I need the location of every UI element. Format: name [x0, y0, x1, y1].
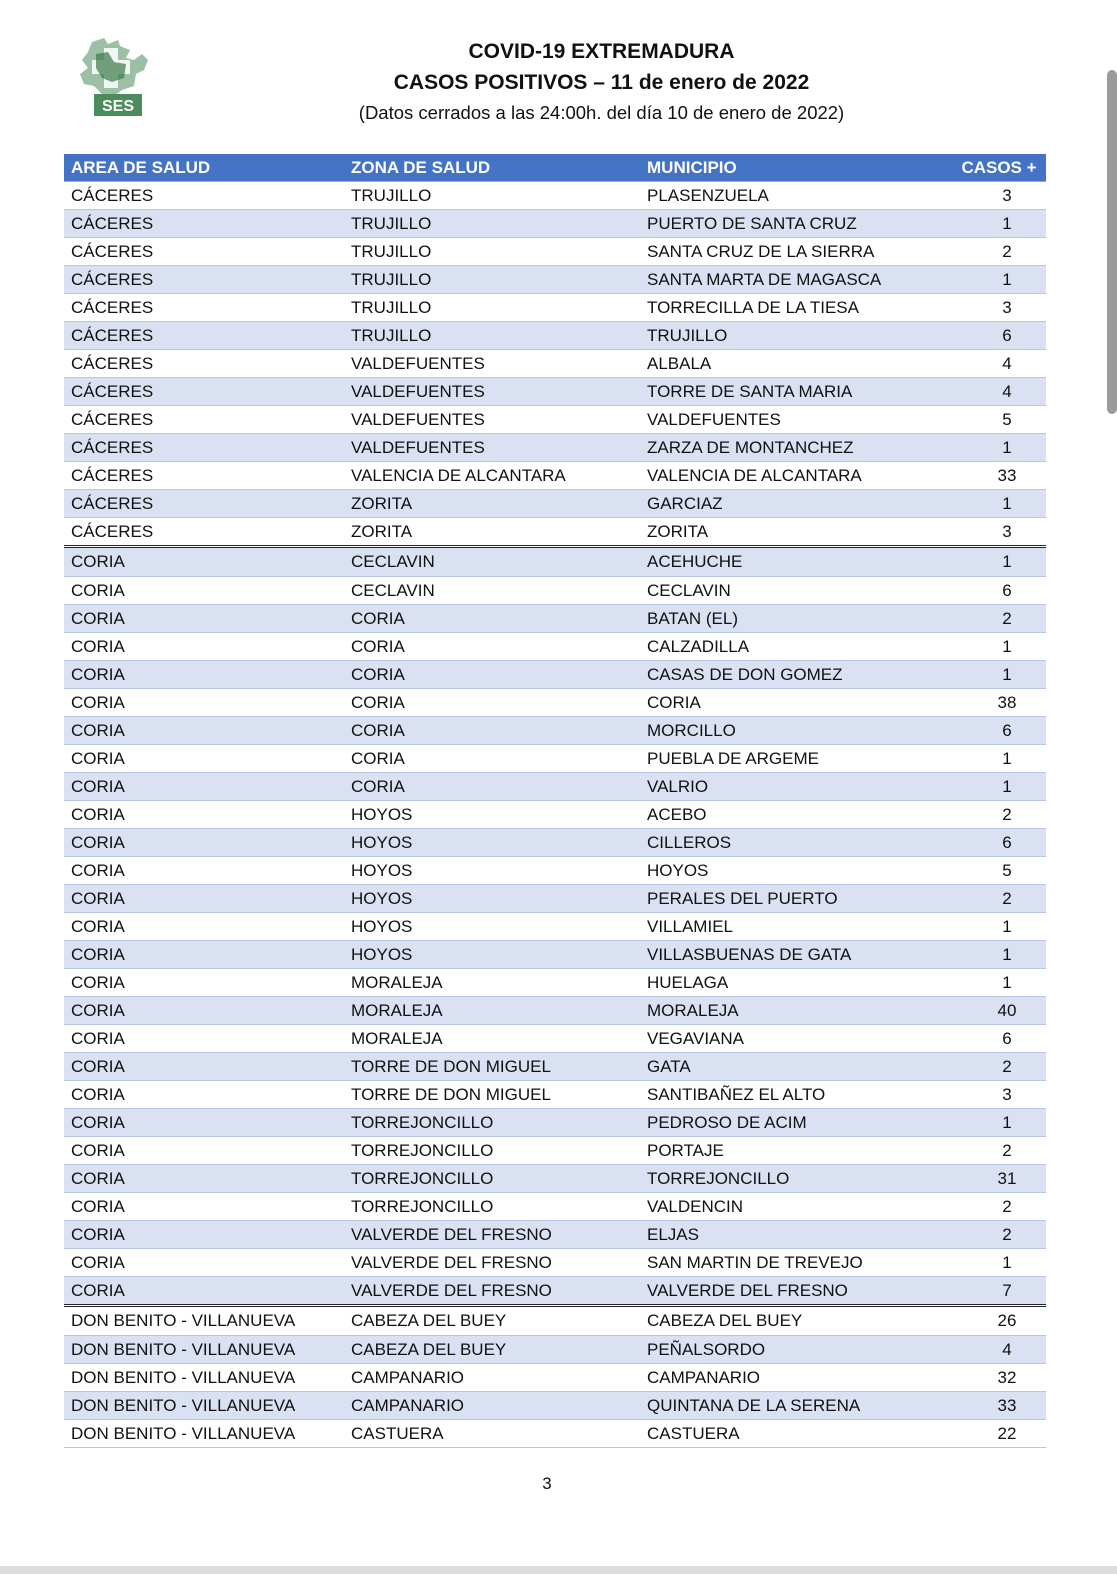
table-row [64, 1249, 1046, 1277]
cell-zona: CECLAVIN [344, 547, 640, 577]
cell-casos: 6 [952, 1025, 1046, 1053]
table-row [64, 434, 1046, 462]
cell-zona: VALDEFUENTES [344, 406, 640, 434]
table-row [64, 547, 1046, 577]
cell-municipio: ELJAS [640, 1221, 952, 1249]
cell-area: CORIA [64, 1025, 344, 1053]
cell-casos: 1 [952, 1109, 1046, 1137]
cell-casos: 1 [952, 547, 1046, 577]
cell-zona: CAMPANARIO [344, 1364, 640, 1392]
cell-zona: VALENCIA DE ALCANTARA [344, 462, 640, 490]
cell-zona: ZORITA [344, 490, 640, 518]
table-row [64, 801, 1046, 829]
table-row [64, 605, 1046, 633]
cell-area: CORIA [64, 773, 344, 801]
table-header-row [64, 154, 1046, 182]
cell-area: CÁCERES [64, 238, 344, 266]
cell-municipio: HUELAGA [640, 969, 952, 997]
cell-area: CÁCERES [64, 490, 344, 518]
table-row [64, 745, 1046, 773]
cell-area: CORIA [64, 1193, 344, 1221]
cell-zona: VALDEFUENTES [344, 434, 640, 462]
cell-casos: 6 [952, 717, 1046, 745]
cell-area: CÁCERES [64, 518, 344, 547]
cell-municipio: CALZADILLA [640, 633, 952, 661]
cell-casos: 5 [952, 406, 1046, 434]
cell-zona: CORIA [344, 745, 640, 773]
cell-area: CORIA [64, 577, 344, 605]
cell-municipio: CECLAVIN [640, 577, 952, 605]
cell-area: DON BENITO - VILLANUEVA [64, 1306, 344, 1336]
cell-municipio: PLASENZUELA [640, 182, 952, 210]
cell-casos: 1 [952, 969, 1046, 997]
cell-zona: VALVERDE DEL FRESNO [344, 1277, 640, 1306]
cell-casos: 3 [952, 1081, 1046, 1109]
cell-municipio: CILLEROS [640, 829, 952, 857]
cell-municipio: PEÑALSORDO [640, 1336, 952, 1364]
cell-casos: 1 [952, 745, 1046, 773]
table-row [64, 1392, 1046, 1420]
cell-zona: HOYOS [344, 885, 640, 913]
cell-area: CORIA [64, 801, 344, 829]
column-header-zona: ZONA DE SALUD [344, 154, 640, 182]
cell-municipio: CASTUERA [640, 1420, 952, 1448]
cell-municipio: ZORITA [640, 518, 952, 547]
table-row [64, 266, 1046, 294]
cell-municipio: CAMPANARIO [640, 1364, 952, 1392]
cell-municipio: CASAS DE DON GOMEZ [640, 661, 952, 689]
cell-municipio: VILLAMIEL [640, 913, 952, 941]
cases-table-container [64, 154, 1046, 1448]
cell-casos: 2 [952, 1053, 1046, 1081]
cell-zona: TRUJILLO [344, 182, 640, 210]
cell-municipio: PEDROSO DE ACIM [640, 1109, 952, 1137]
cell-municipio: VEGAVIANA [640, 1025, 952, 1053]
cell-casos: 2 [952, 1221, 1046, 1249]
cell-zona: TRUJILLO [344, 210, 640, 238]
cell-zona: MORALEJA [344, 969, 640, 997]
cell-municipio: PORTAJE [640, 1137, 952, 1165]
cell-casos: 2 [952, 885, 1046, 913]
table-body [64, 182, 1046, 1448]
cell-municipio: ACEHUCHE [640, 547, 952, 577]
cell-zona: CORIA [344, 661, 640, 689]
cell-municipio: MORALEJA [640, 997, 952, 1025]
cell-zona: ZORITA [344, 518, 640, 547]
cell-casos: 2 [952, 1193, 1046, 1221]
cell-area: CORIA [64, 689, 344, 717]
cell-casos: 1 [952, 1249, 1046, 1277]
table-row [64, 378, 1046, 406]
cell-zona: TORRE DE DON MIGUEL [344, 1053, 640, 1081]
cell-casos: 1 [952, 661, 1046, 689]
cell-casos: 1 [952, 490, 1046, 518]
bottom-edge [0, 1566, 1117, 1574]
cell-municipio: GATA [640, 1053, 952, 1081]
table-row [64, 577, 1046, 605]
cell-casos: 3 [952, 518, 1046, 547]
table-row [64, 997, 1046, 1025]
table-row [64, 1306, 1046, 1336]
table-row [64, 1165, 1046, 1193]
cell-zona: HOYOS [344, 913, 640, 941]
table-row [64, 773, 1046, 801]
table-row [64, 885, 1046, 913]
cell-casos: 1 [952, 434, 1046, 462]
document-subtitle-title: CASOS POSITIVOS – 11 de enero de 2022 [393, 71, 810, 94]
cell-area: CORIA [64, 661, 344, 689]
cell-municipio: SANTIBAÑEZ EL ALTO [640, 1081, 952, 1109]
cell-zona: VALDEFUENTES [344, 378, 640, 406]
cell-area: CORIA [64, 857, 344, 885]
cell-area: DON BENITO - VILLANUEVA [64, 1364, 344, 1392]
cell-municipio: CABEZA DEL BUEY [640, 1306, 952, 1336]
cell-municipio: TORRE DE SANTA MARIA [640, 378, 952, 406]
cell-municipio: CORIA [640, 689, 952, 717]
cell-casos: 31 [952, 1165, 1046, 1193]
cell-casos: 33 [952, 1392, 1046, 1420]
cell-area: CORIA [64, 1165, 344, 1193]
cell-municipio: VALDEFUENTES [640, 406, 952, 434]
cell-casos: 2 [952, 238, 1046, 266]
cell-area: CÁCERES [64, 350, 344, 378]
cell-area: CÁCERES [64, 406, 344, 434]
cell-zona: MORALEJA [344, 997, 640, 1025]
table-row [64, 322, 1046, 350]
cell-municipio: HOYOS [640, 857, 952, 885]
cell-area: CÁCERES [64, 210, 344, 238]
table-row [64, 1420, 1046, 1448]
cell-zona: CABEZA DEL BUEY [344, 1306, 640, 1336]
table-row [64, 717, 1046, 745]
cell-area: CÁCERES [64, 266, 344, 294]
cell-casos: 1 [952, 633, 1046, 661]
column-header-area: AREA DE SALUD [64, 154, 344, 182]
cell-casos: 4 [952, 378, 1046, 406]
table-row [64, 857, 1046, 885]
cell-municipio: TRUJILLO [640, 322, 952, 350]
table-row [64, 210, 1046, 238]
cell-municipio: BATAN (EL) [640, 605, 952, 633]
cell-zona: TORREJONCILLO [344, 1165, 640, 1193]
cell-casos: 1 [952, 913, 1046, 941]
cell-area: CORIA [64, 1081, 344, 1109]
cell-casos: 22 [952, 1420, 1046, 1448]
cell-zona: CORIA [344, 689, 640, 717]
cell-municipio: VALENCIA DE ALCANTARA [640, 462, 952, 490]
cell-casos: 2 [952, 801, 1046, 829]
cell-municipio: VILLASBUENAS DE GATA [640, 941, 952, 969]
cell-zona: TORREJONCILLO [344, 1137, 640, 1165]
table-row [64, 661, 1046, 689]
cell-area: CORIA [64, 1109, 344, 1137]
cell-area: CORIA [64, 1053, 344, 1081]
document-title: COVID-19 EXTREMADURA [468, 40, 735, 63]
table-row [64, 969, 1046, 997]
cell-municipio: SANTA MARTA DE MAGASCA [640, 266, 952, 294]
cell-zona: MORALEJA [344, 1025, 640, 1053]
table-row [64, 941, 1046, 969]
cell-zona: CASTUERA [344, 1420, 640, 1448]
cell-municipio: SANTA CRUZ DE LA SIERRA [640, 238, 952, 266]
cell-casos: 4 [952, 1336, 1046, 1364]
cell-area: CORIA [64, 913, 344, 941]
cell-municipio: TORRECILLA DE LA TIESA [640, 294, 952, 322]
cell-area: CORIA [64, 829, 344, 857]
table-row [64, 1025, 1046, 1053]
cell-casos: 32 [952, 1364, 1046, 1392]
cell-municipio: PUEBLA DE ARGEME [640, 745, 952, 773]
cell-area: CORIA [64, 1137, 344, 1165]
cell-zona: HOYOS [344, 857, 640, 885]
cell-casos: 3 [952, 294, 1046, 322]
cell-area: CORIA [64, 941, 344, 969]
cell-casos: 6 [952, 829, 1046, 857]
table-row [64, 462, 1046, 490]
cell-municipio: VALVERDE DEL FRESNO [640, 1277, 952, 1306]
cell-casos: 38 [952, 689, 1046, 717]
cell-area: CORIA [64, 745, 344, 773]
cell-casos: 7 [952, 1277, 1046, 1306]
table-row [64, 1277, 1046, 1306]
cell-zona: TRUJILLO [344, 294, 640, 322]
cell-municipio: SAN MARTIN DE TREVEJO [640, 1249, 952, 1277]
cell-municipio: VALRIO [640, 773, 952, 801]
cell-area: CORIA [64, 997, 344, 1025]
cell-casos: 6 [952, 322, 1046, 350]
table-row [64, 1221, 1046, 1249]
cell-area: CORIA [64, 969, 344, 997]
cell-zona: VALVERDE DEL FRESNO [344, 1249, 640, 1277]
cell-municipio: ZARZA DE MONTANCHEZ [640, 434, 952, 462]
cell-area: CÁCERES [64, 182, 344, 210]
cell-casos: 3 [952, 182, 1046, 210]
cell-zona: TRUJILLO [344, 322, 640, 350]
cell-municipio: PERALES DEL PUERTO [640, 885, 952, 913]
cell-area: CORIA [64, 633, 344, 661]
data-cutoff-note: (Datos cerrados a las 24:00h. del día 10 de enero de 2022) [358, 102, 845, 123]
table-row [64, 1109, 1046, 1137]
table-row [64, 1336, 1046, 1364]
table-row [64, 1081, 1046, 1109]
cell-municipio: GARCIAZ [640, 490, 952, 518]
table-row [64, 913, 1046, 941]
cell-zona: TRUJILLO [344, 266, 640, 294]
cell-zona: VALVERDE DEL FRESNO [344, 1221, 640, 1249]
table-row [64, 490, 1046, 518]
table-row [64, 1364, 1046, 1392]
cell-casos: 1 [952, 210, 1046, 238]
cell-zona: CORIA [344, 717, 640, 745]
cell-area: DON BENITO - VILLANUEVA [64, 1336, 344, 1364]
cell-municipio: ALBALA [640, 350, 952, 378]
cell-casos: 40 [952, 997, 1046, 1025]
cell-area: CÁCERES [64, 294, 344, 322]
cell-area: CORIA [64, 885, 344, 913]
page-number: 3 [542, 1474, 552, 1493]
cell-area: CORIA [64, 1249, 344, 1277]
cell-casos: 2 [952, 1137, 1046, 1165]
cell-area: CÁCERES [64, 378, 344, 406]
cell-area: DON BENITO - VILLANUEVA [64, 1420, 344, 1448]
cell-zona: CECLAVIN [344, 577, 640, 605]
cell-area: CORIA [64, 717, 344, 745]
vertical-scrollbar[interactable] [1107, 70, 1117, 414]
cell-casos: 1 [952, 773, 1046, 801]
cell-casos: 33 [952, 462, 1046, 490]
table-row [64, 294, 1046, 322]
cell-municipio: PUERTO DE SANTA CRUZ [640, 210, 952, 238]
cell-casos: 4 [952, 350, 1046, 378]
cell-zona: CAMPANARIO [344, 1392, 640, 1420]
cell-area: CÁCERES [64, 434, 344, 462]
cell-municipio: QUINTANA DE LA SERENA [640, 1392, 952, 1420]
table-row [64, 406, 1046, 434]
cell-area: CORIA [64, 1221, 344, 1249]
cell-municipio: MORCILLO [640, 717, 952, 745]
cell-casos: 1 [952, 941, 1046, 969]
table-row [64, 1193, 1046, 1221]
cell-zona: CABEZA DEL BUEY [344, 1336, 640, 1364]
cell-municipio: TORREJONCILLO [640, 1165, 952, 1193]
table-row [64, 350, 1046, 378]
cell-zona: CORIA [344, 773, 640, 801]
cell-casos: 26 [952, 1306, 1046, 1336]
cell-zona: CORIA [344, 633, 640, 661]
logo-text: SES [101, 98, 135, 115]
cell-area: CORIA [64, 1277, 344, 1306]
cell-casos: 5 [952, 857, 1046, 885]
table-row [64, 689, 1046, 717]
cell-area: CORIA [64, 605, 344, 633]
table-row [64, 1053, 1046, 1081]
cell-casos: 6 [952, 577, 1046, 605]
cell-zona: HOYOS [344, 801, 640, 829]
document-header [0, 36, 1117, 128]
table-row [64, 182, 1046, 210]
table-row [64, 1137, 1046, 1165]
cell-zona: VALDEFUENTES [344, 350, 640, 378]
cell-casos: 1 [952, 266, 1046, 294]
cell-zona: HOYOS [344, 829, 640, 857]
cell-municipio: VALDENCIN [640, 1193, 952, 1221]
cell-zona: TORREJONCILLO [344, 1193, 640, 1221]
cell-zona: TRUJILLO [344, 238, 640, 266]
table-row [64, 238, 1046, 266]
column-header-municipio: MUNICIPIO [640, 154, 952, 182]
cell-zona: TORRE DE DON MIGUEL [344, 1081, 640, 1109]
cell-casos: 2 [952, 605, 1046, 633]
cell-zona: TORREJONCILLO [344, 1109, 640, 1137]
cell-zona: CORIA [344, 605, 640, 633]
cases-table [64, 154, 1046, 1448]
cell-area: CÁCERES [64, 462, 344, 490]
column-header-casos: CASOS + [952, 154, 1046, 182]
cell-zona: HOYOS [344, 941, 640, 969]
table-row [64, 633, 1046, 661]
cell-area: CÁCERES [64, 322, 344, 350]
table-row [64, 829, 1046, 857]
cell-municipio: ACEBO [640, 801, 952, 829]
table-row [64, 518, 1046, 547]
cell-area: CORIA [64, 547, 344, 577]
cell-area: DON BENITO - VILLANUEVA [64, 1392, 344, 1420]
